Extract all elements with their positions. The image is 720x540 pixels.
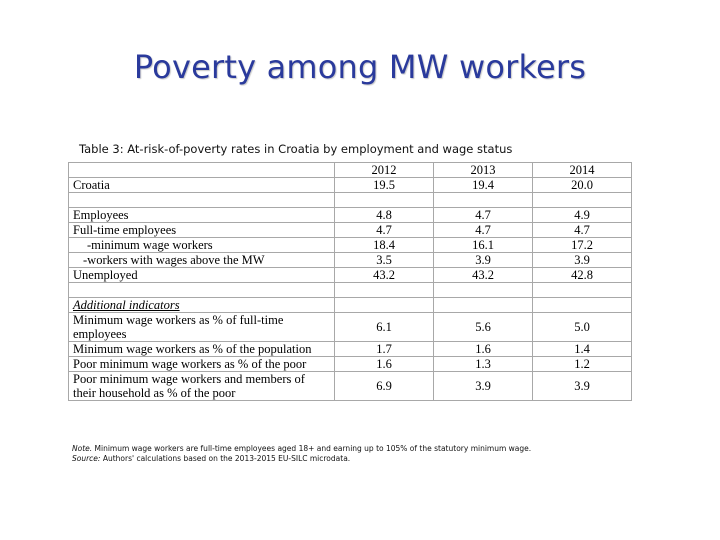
table-row xyxy=(69,223,632,238)
cell-value: 18.4 xyxy=(335,238,434,253)
header-row xyxy=(69,163,632,178)
cell-value: 4.7 xyxy=(533,223,632,238)
cell-value: 1.3 xyxy=(434,357,533,372)
cell-value: 4.7 xyxy=(434,208,533,223)
cell-value: 4.7 xyxy=(434,223,533,238)
column-header: 2012 xyxy=(335,163,434,178)
section-row xyxy=(69,298,632,313)
cell-value: 3.9 xyxy=(533,253,632,268)
source-label: Source: xyxy=(72,454,101,463)
poverty-rates-table xyxy=(68,162,632,401)
cell-value: 42.8 xyxy=(533,268,632,283)
cell-value: 43.2 xyxy=(335,268,434,283)
row-label: Full-time employees xyxy=(69,223,335,238)
table-notes xyxy=(72,444,531,464)
row-label: Unemployed xyxy=(69,268,335,283)
cell-value: 17.2 xyxy=(533,238,632,253)
source-text: Authors' calculations based on the 2013-2015 EU-SILC microdata. xyxy=(102,454,351,463)
row-label: -workers with wages above the MW xyxy=(69,253,335,268)
cell-value: 16.1 xyxy=(434,238,533,253)
table-row xyxy=(69,342,632,357)
column-header: 2014 xyxy=(533,163,632,178)
table-row xyxy=(69,268,632,283)
table-row xyxy=(69,208,632,223)
cell-value: 3.9 xyxy=(533,372,632,401)
cell-value: 4.9 xyxy=(533,208,632,223)
section-label: Additional indicators xyxy=(69,298,335,313)
cell-value: 19.5 xyxy=(335,178,434,193)
note-label: Note. xyxy=(72,444,93,453)
row-label: -minimum wage workers xyxy=(69,238,335,253)
row-label: Employees xyxy=(69,208,335,223)
table-row xyxy=(69,253,632,268)
cell-value: 19.4 xyxy=(434,178,533,193)
slide-title: Poverty among MW workers xyxy=(133,48,587,86)
note-line xyxy=(72,444,531,454)
cell-value: 4.7 xyxy=(335,223,434,238)
cell-value: 5.0 xyxy=(533,313,632,342)
spacer-row xyxy=(69,283,632,298)
table-row xyxy=(69,372,632,401)
table-row xyxy=(69,313,632,342)
cell-value: 1.6 xyxy=(335,357,434,372)
source-line xyxy=(72,454,531,464)
cell-value: 1.6 xyxy=(434,342,533,357)
table-row xyxy=(69,238,632,253)
cell-value: 4.8 xyxy=(335,208,434,223)
row-label: Minimum wage workers as % of the population xyxy=(69,342,335,357)
spacer-row xyxy=(69,193,632,208)
table-row xyxy=(69,357,632,372)
cell-value: 20.0 xyxy=(533,178,632,193)
cell-value: 5.6 xyxy=(434,313,533,342)
cell-value: 1.7 xyxy=(335,342,434,357)
column-header: 2013 xyxy=(434,163,533,178)
header-corner-cell xyxy=(69,163,335,178)
cell-value: 6.1 xyxy=(335,313,434,342)
row-label: Minimum wage workers as % of full-time employees xyxy=(69,313,335,342)
table-caption: Table 3: At-risk-of-poverty rates in Croatia by employment and wage status xyxy=(79,142,513,156)
cell-value: 43.2 xyxy=(434,268,533,283)
cell-value: 1.4 xyxy=(533,342,632,357)
row-label: Poor minimum wage workers as % of the poor xyxy=(69,357,335,372)
row-label: Poor minimum wage workers and members of their household as % of the poor xyxy=(69,372,335,401)
cell-value: 3.9 xyxy=(434,253,533,268)
cell-value: 3.9 xyxy=(434,372,533,401)
cell-value: 6.9 xyxy=(335,372,434,401)
table-row xyxy=(69,178,632,193)
cell-value: 1.2 xyxy=(533,357,632,372)
note-text: Minimum wage workers are full-time employees aged 18+ and earning up to 105% of the statutory minimum wage. xyxy=(94,444,532,453)
cell-value: 3.5 xyxy=(335,253,434,268)
row-label: Croatia xyxy=(69,178,335,193)
